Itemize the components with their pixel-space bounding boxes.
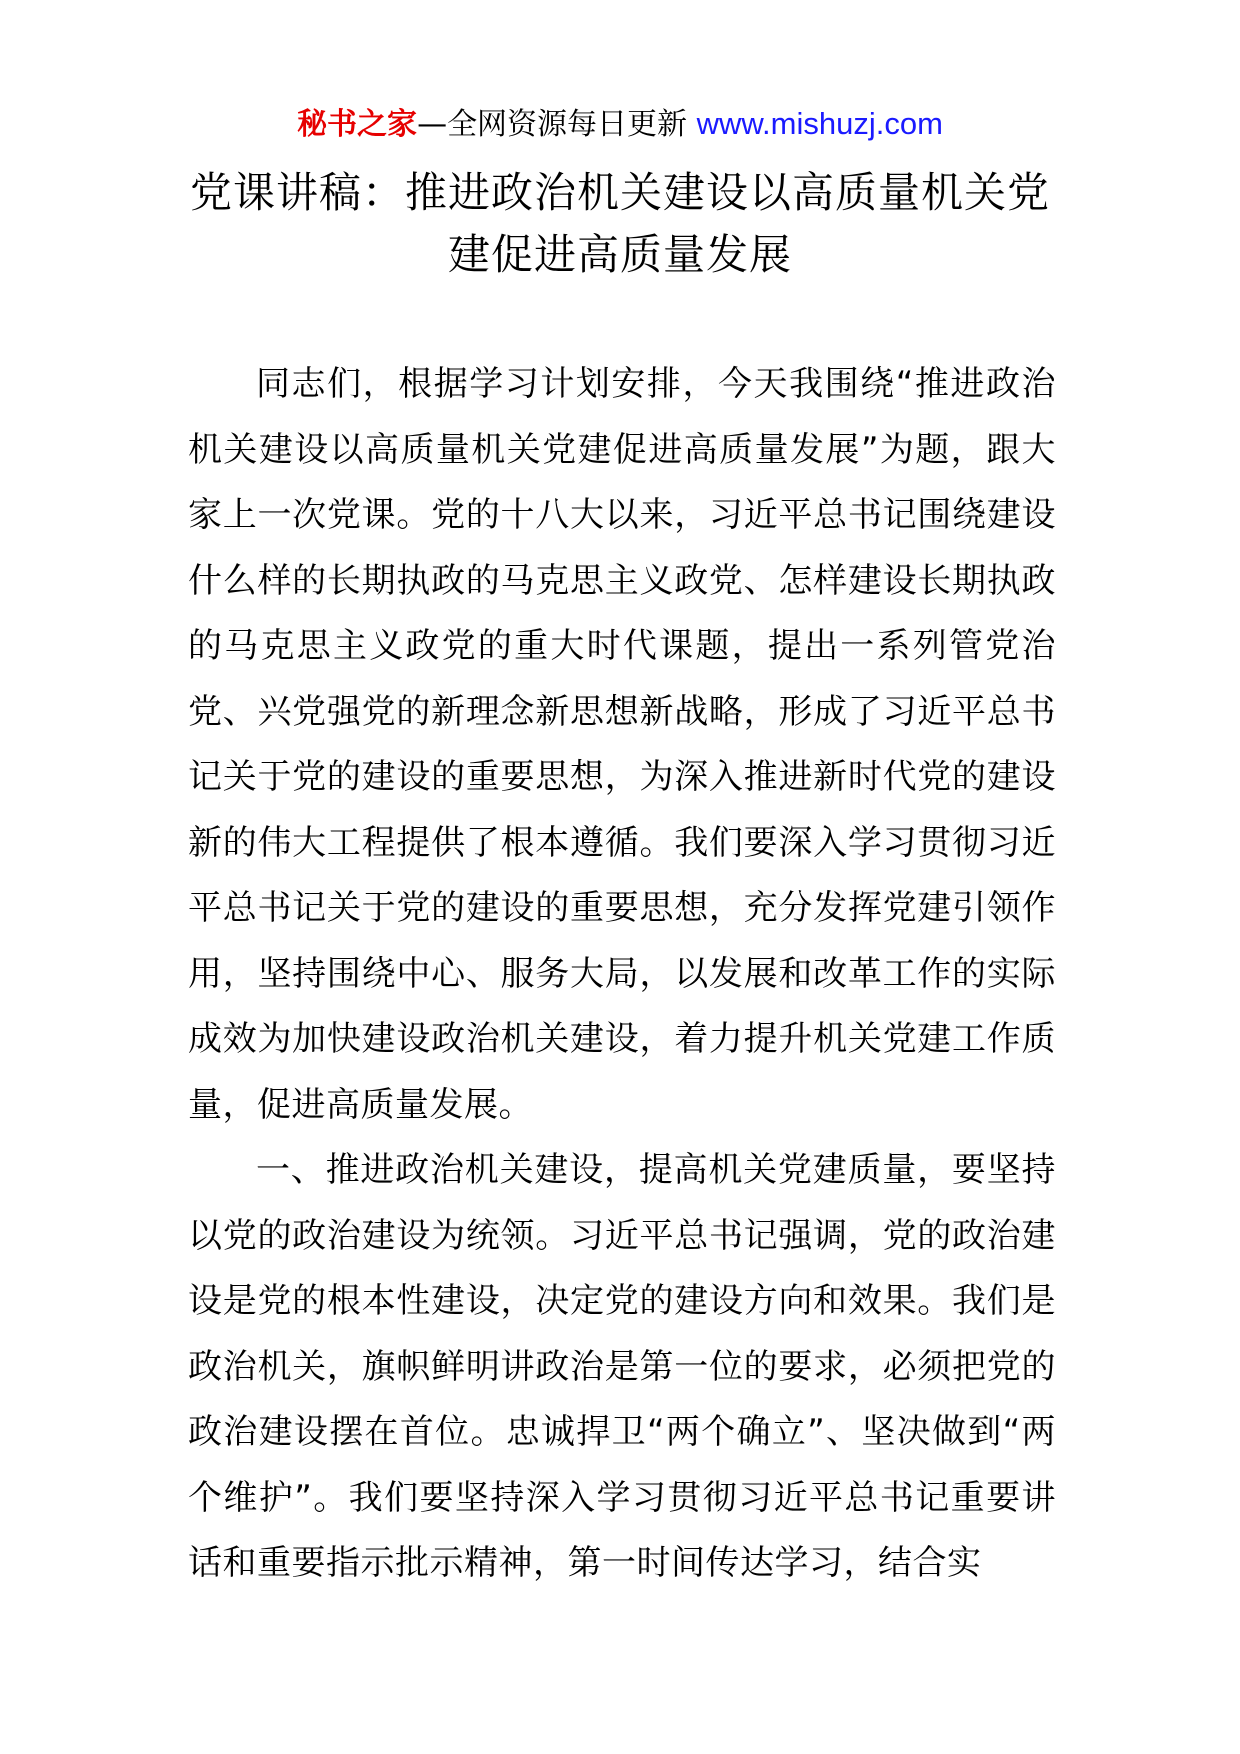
paragraph-intro: 同志们，根据学习计划安排，今天我围绕“推进政治机关建设以高质量机关党建促进高质量发展”为题，跟大家上一次党课。党的十八大以来，习近平总书记围绕建设什么样的长期执政的马克思主义政党、怎样建设长期执政的马克思主义政党的重大时代课题，提出一系列管党治党、兴党强党的新理念新思想新战略，形成了习近平总书记关于党的建设的重要思想，为深入推进新时代党的建设新的伟大工程提供了根本遵循。我们要深入学习贯彻习近平总书记关于党的建设的重要思想，充分发挥党建引领作用，坚持围绕中心、服务大局，以发展和改革工作的实际成效为加快建设政治机关建设，着力提升机关党建工作质量，促进高质量发展。 [188,364,1056,1125]
section-1-heading: 一、推进政治机关建设，提高机关党建质量，要坚持以党的政治建设为统领。 [188,1150,1056,1256]
document-body [188,352,1056,1597]
brand-name: 秘书之家 [297,107,418,142]
site-url-link[interactable]: www.mishuzj.com [696,106,943,141]
document-title [170,162,1070,286]
title-line-2: 建促进高质量发展 [447,230,792,279]
paragraph-section-1 [188,1138,1056,1597]
title-line-1: 党课讲稿：推进政治机关建设以高质量机关党 [189,168,1050,217]
header-tagline: —全网资源每日更新 [417,107,688,142]
site-header [0,104,1240,145]
section-1-text: 习近平总书记强调，党的政治建设是党的根本性建设，决定党的建设方向和效果。我们是政治机关，旗帜鲜明讲政治是第一位的要求，必须把党的政治建设摆在首位。忠诚捍卫“两个确立”、坚决做到“两个维护”。我们要坚持深入学习贯彻习近平总书记重要讲话和重要指示批示精神，第一时间传达学习，结合实 [188,1215,1057,1583]
